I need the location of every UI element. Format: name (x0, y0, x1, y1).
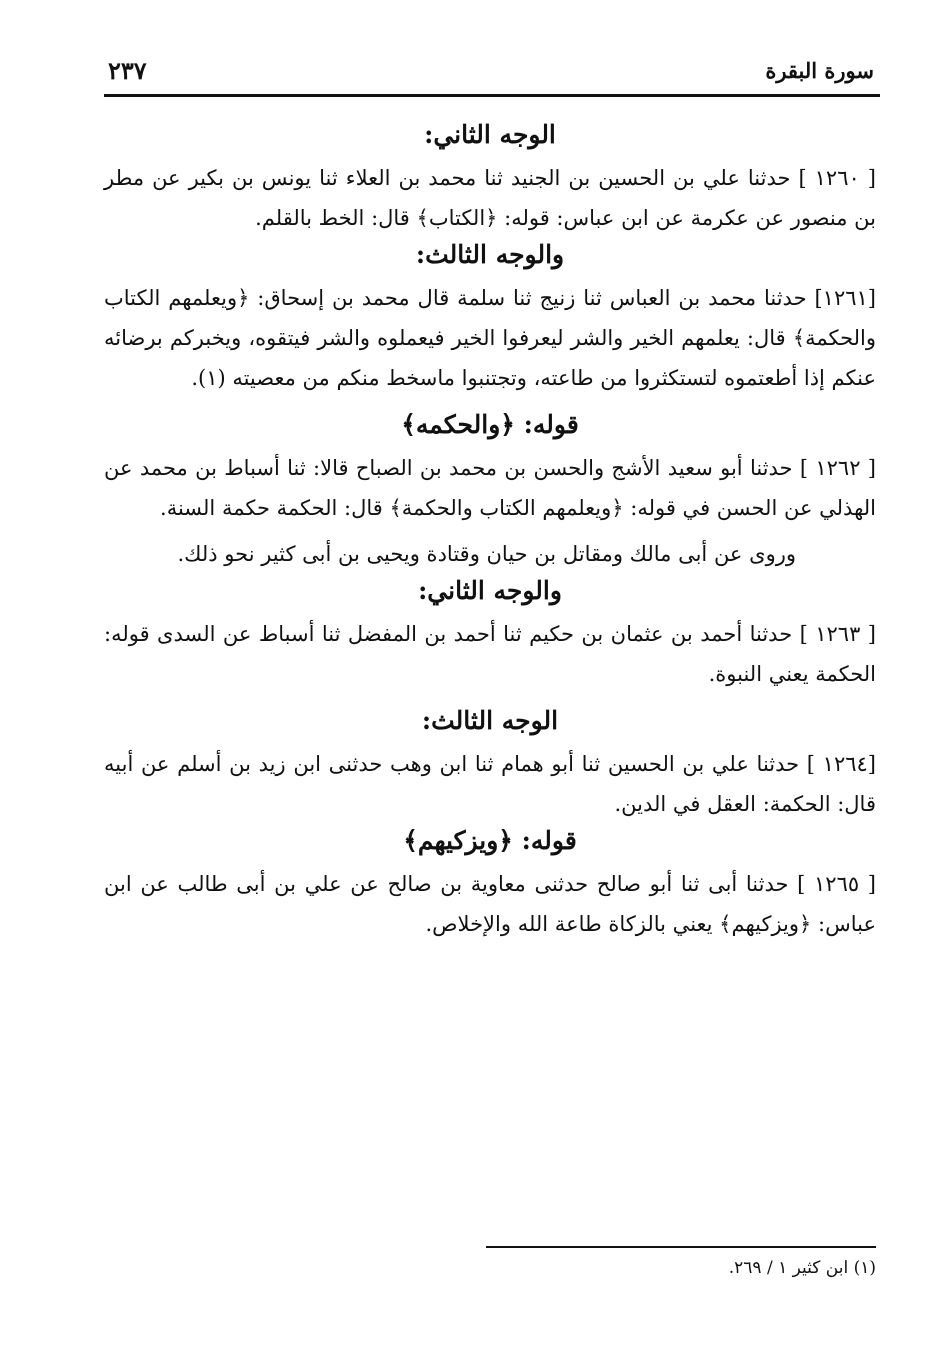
hadith-paragraph: [١٢٦١] حدثنا محمد بن العباس ثنا زنيج ثنا سلمة قال محمد بن إسحاق: ﴿ويعلمهم الكتاب والحكمة﴾ قال: يعلمهم الخير والشر ليعرفوا الخير فيعملوه والشر فيتقوه، ويخبركم برضائه عنكم إذا أطعتموه لتستكثروا من طاعته، وتجتنبوا ماسخط منكم من معصيته (١). (104, 286, 876, 390)
surah-title: سورة البقرة (765, 58, 874, 83)
footnote: (١) ابن كثير ١ / ٢٦٩. (728, 1258, 876, 1278)
footnote-rule (486, 1246, 876, 1248)
narration-note: وروى عن أبى مالك ومقاتل بن حيان وقتادة ويحيى بن أبى كثير نحو ذلك. (177, 542, 796, 566)
hadith-paragraph: [١٢٦٤ ] حدثنا علي بن الحسين ثنا أبو همام ثنا ابن وهب حدثنى ابن زيد بن أسلم عن أبيه قال: الحكمة: العقل في الدين. (104, 752, 876, 816)
section-heading: قوله: ﴿ويزكيهم﴾ (403, 826, 577, 855)
section-heading: الوجه الثاني: (424, 120, 556, 149)
section-heading: الوجه الثالث: (421, 706, 559, 735)
hadith-paragraph: [ ١٢٦٢ ] حدثنا أبو سعيد الأشج والحسن بن محمد بن الصباح قالا: ثنا أسباط بن محمد عن الهذلي عن الحسن في قوله: ﴿ويعلمهم الكتاب والحكمة﴾ قال: الحكمة حكمة السنة. (104, 456, 876, 520)
page-body (104, 118, 876, 944)
section-heading: قوله: ﴿والحكمه﴾ (401, 410, 579, 439)
hadith-paragraph: [ ١٢٦٠ ] حدثنا علي بن الحسين بن الجنيد ثنا محمد بن العلاء ثنا يونس بن بكير عن مطر بن منصور عن عكرمة عن ابن عباس: قوله: ﴿الكتاب﴾ قال: الخط بالقلم. (104, 166, 876, 230)
hadith-paragraph: [ ١٢٦٣ ] حدثنا أحمد بن عثمان بن حكيم ثنا أحمد بن المفضل ثنا أسباط عن السدى قوله: الحكمة يعني النبوة. (104, 622, 876, 686)
header-rule (104, 94, 880, 97)
hadith-paragraph: [ ١٢٦٥ ] حدثنا أبى ثنا أبو صالح حدثنى معاوية بن صالح عن علي بن أبى طالب عن ابن عباس: ﴿ويزكيهم﴾ يعني بالزكاة طاعة الله والإخلاص. (104, 872, 876, 936)
page-header (104, 52, 880, 92)
section-heading: والوجه الثالث: (415, 240, 565, 269)
section-heading: والوجه الثاني: (418, 576, 562, 605)
page-number: ٢٣٧ (108, 56, 147, 85)
